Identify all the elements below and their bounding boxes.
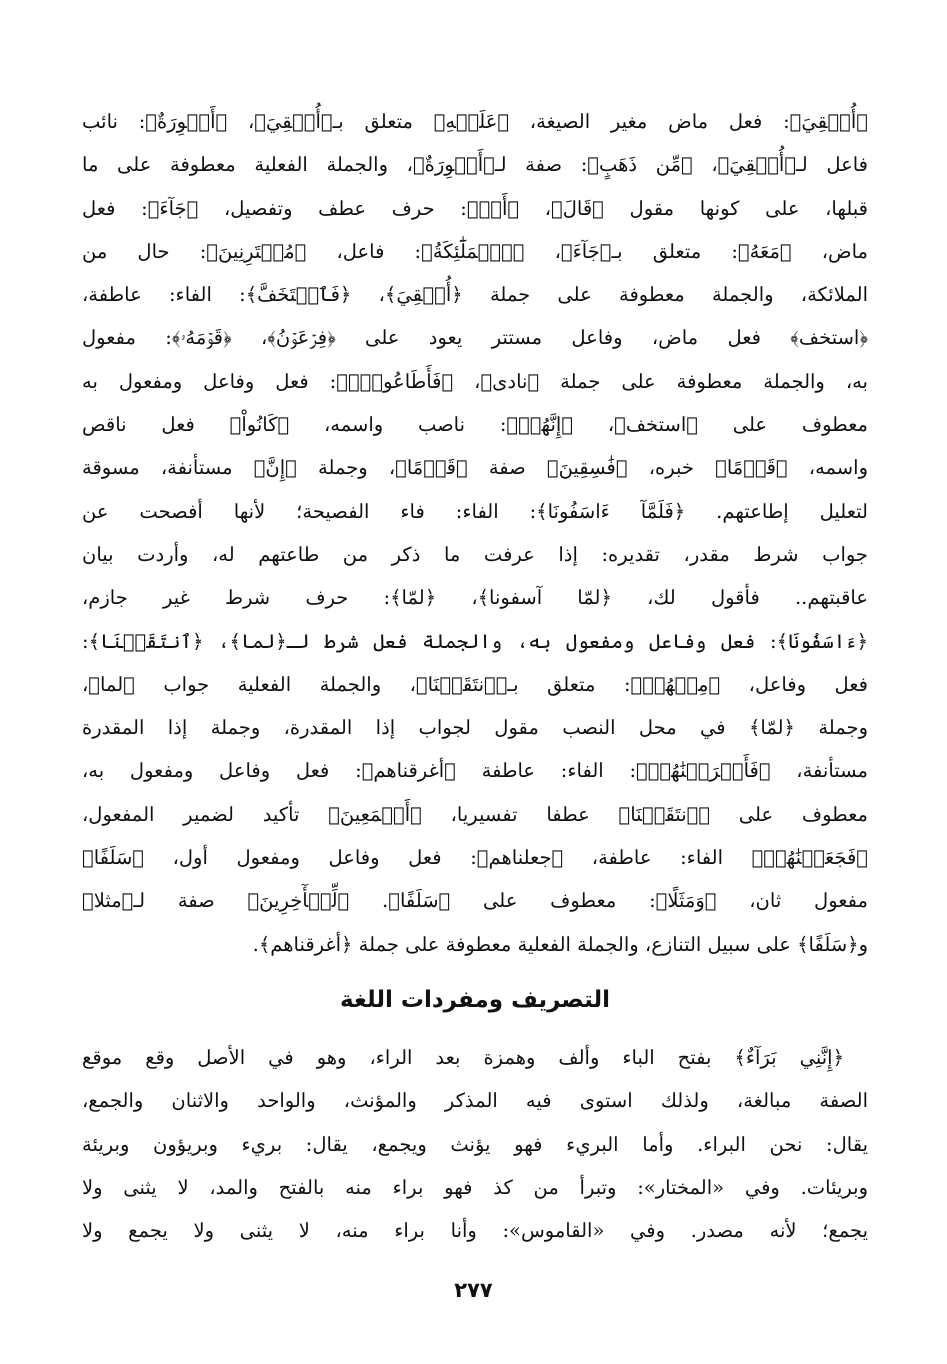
text-line: مفعول ثان، ﴿وَمَثَلًا﴾: معطوف على ﴿سَلَفًا﴾. ﴿لِّلۡأٓخِرِينَ﴾ صفة لـ﴿مثلا﴾ — [82, 889, 868, 913]
text-line: ﴿ءَاسَفُونَا﴾: فعل وفاعل ومفعول به، والجملة فعل شرط لـ﴿لما﴾، ﴿ٱنتَقَمۡنَا﴾: — [82, 629, 868, 653]
text-line: لتعليل إطاعتهم. ﴿فَلَمَّآ ءَاسَفُونَا﴾: الفاء: فاء الفصيحة؛ لأنها أفصحت عن — [82, 499, 868, 523]
text-line: عاقبتهم.. فأقول لك، ﴿لمّا آسفونا﴾، ﴿لمّا﴾: حرف شرط غير جازم، — [82, 586, 868, 610]
i-rab-paragraph — [82, 100, 868, 966]
text-line: ماض، ﴿مَعَهُ﴾: متعلق بـ﴿جَآءَ﴾، ﴿ٱلۡمَلَٰٓئِكَةُ﴾: فاعل، ﴿مُقۡتَرِنِينَ﴾: حال من — [82, 239, 868, 263]
text-line: الصفة مبالغة، ولذلك استوى فيه المذكر والمؤنث، والواحد والاثنان والجمع، — [82, 1089, 868, 1113]
text-line: قبلها، على كونها مقول ﴿قَالَ﴾، ﴿أَوۡ﴾: حرف عطف وتفصيل، ﴿جَآءَ﴾: فعل — [82, 196, 868, 220]
text-line: وبريئات. وفي «المختار»: وتبرأ من كذ فهو براء منه بالفتح والمد، لا يثنى ولا — [82, 1175, 868, 1199]
text-line: ﴿فَجَعَلۡنَٰهُمۡ﴾ الفاء: عاطفة، ﴿جعلناهم﴾: فعل وفاعل ومفعول أول، ﴿سَلَفًا﴾ — [82, 846, 868, 870]
text-line: يقال: نحن البراء. وأما البريء فهو يؤنث ويجمع، يقال: بريء وبريؤون وبريئة — [82, 1132, 868, 1156]
page-content — [82, 100, 868, 1252]
text-line: معطوف على ﴿استخف﴾، ﴿إِنَّهُمۡ﴾: ناصب واسمه، ﴿كَانُواْ﴾ فعل ناقص — [82, 413, 868, 437]
text-line: فعل وفاعل، ﴿مِنۡهُمۡ﴾: متعلق بـ﴿ٱنتَقَمۡنَا﴾، والجملة الفعلية جواب ﴿لما﴾، — [82, 672, 868, 696]
text-line: به، والجملة معطوفة على جملة ﴿نادى﴾، ﴿فَأَطَاعُوهُۚ﴾: فعل وفاعل ومفعول به — [82, 369, 868, 393]
text-line: الملائكة، والجملة معطوفة على جملة ﴿أُلۡقِيَ﴾، ﴿فَٱسۡتَخَفَّ﴾: الفاء: عاطفة، — [82, 283, 868, 307]
text-line: جواب شرط مقدر، تقديره: إذا عرفت ما ذكر من طاعتهم له، وأردت بيان — [82, 542, 868, 566]
text-line: معطوف على ﴿ٱنتَقَمۡنَا﴾ عطفا تفسيريا، ﴿أَجۡمَعِينَ﴾ تأكيد لضمير المفعول، — [82, 802, 868, 826]
text-line: واسمه، ﴿قَوۡمًا﴾ خبره، ﴿فَٰسِقِينَ﴾ صفة ﴿قَوۡمًا﴾، وجملة ﴿إِنَّ﴾ مستأنفة، مسوقة — [82, 456, 868, 480]
text-line: ﴿استخف﴾ فعل ماض، وفاعل مستتر يعود على ﴿فِرۡعَوۡنُ﴾، ﴿قَوۡمَهُۥ﴾: مفعول — [82, 326, 868, 350]
page-number: ٢٧٧ — [454, 1278, 493, 1302]
text-line: يجمع؛ لأنه مصدر. وفي «القاموس»: وأنا براء منه، لا يثنى ولا يجمع ولا — [82, 1219, 868, 1243]
text-line: ﴿أُلۡقِيَ﴾: فعل ماض مغير الصيغة، ﴿عَلَيۡهِ﴾ متعلق بـ﴿أُلۡقِيَ﴾، ﴿أَسۡوِرَةٌ﴾: نائب — [82, 110, 868, 133]
text-line: ﴿إِنَّنِي بَرَآءٌ﴾ بفتح الباء وألف وهمزة بعد الراء، وهو في الأصل وقع موقع — [82, 1045, 844, 1069]
text-line: و﴿سَلَفًا﴾ على سبيل التنازع، والجملة الفعلية معطوفة على جملة ﴿أغرقناهم﴾. — [252, 932, 868, 956]
section-heading: التصريف ومفردات اللغة — [340, 986, 610, 1013]
text-line: وجملة ﴿لمّا﴾ في محل النصب مقول لجواب إذا المقدرة، وجملة إذا المقدرة — [82, 716, 868, 740]
text-line: مستأنفة، ﴿فَأَغۡرَقۡنَٰهُمۡ﴾: الفاء: عاطفة ﴿أغرقناهم﴾: فعل وفاعل ومفعول به، — [82, 759, 868, 783]
text-line: فاعل لـ﴿أُلۡقِيَ﴾، ﴿مِّن ذَهَبٍ﴾: صفة لـ﴿أَسۡوِرَةٌ﴾، والجملة الفعلية معطوفة على ما — [82, 153, 868, 177]
morphology-paragraph — [82, 1036, 868, 1252]
